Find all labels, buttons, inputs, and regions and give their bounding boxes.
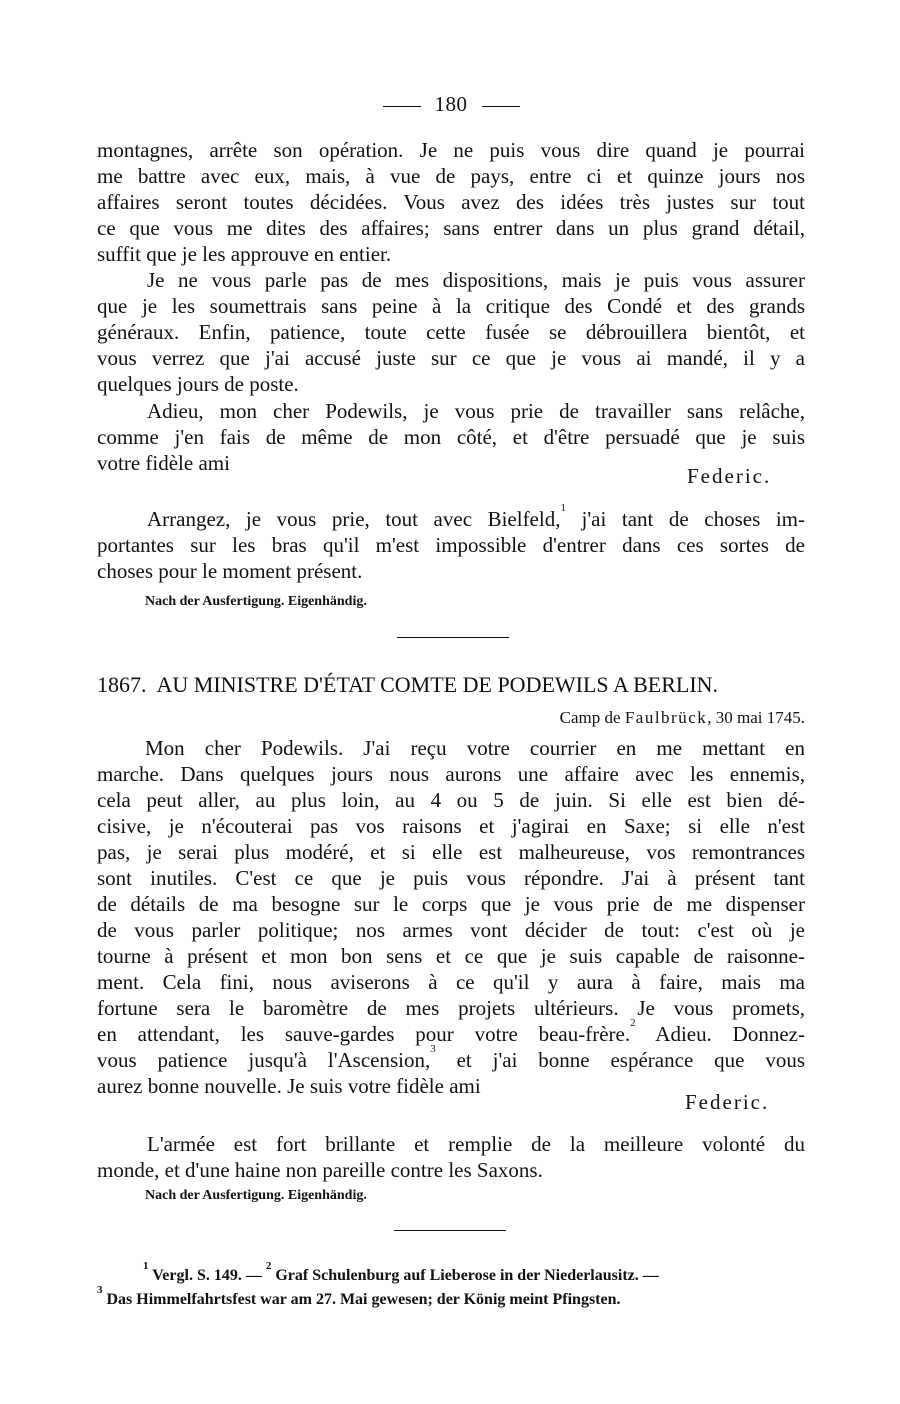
place-date-text: , 30 mai 1745.	[707, 708, 805, 727]
footnote-ref: 2	[630, 1017, 636, 1029]
text-line: comme j'en fais de même de mon côté, et d'être persuadé que je suis	[97, 425, 805, 449]
text-line: cisive, je n'écouterai pas vos raisons et j'agirai en Saxe; si elle n'est	[97, 814, 805, 838]
footnote-divider	[394, 1230, 506, 1231]
text-line: me battre avec eux, mais, à vue de pays, entre ci et quinze jours nos	[97, 164, 805, 188]
place-prefix: Camp de	[559, 708, 625, 727]
text-line: aurez bonne nouvelle. Je suis votre fidèle ami	[97, 1074, 481, 1098]
place-date	[560, 708, 805, 728]
source-note: Nach der Ausfertigung. Eigenhändig.	[145, 594, 367, 609]
footnote-mark: 2	[265, 1260, 272, 1272]
postscript	[97, 1131, 805, 1183]
text-line: vous verrez que j'ai accusé juste sur ce que je vous ai mandé, il y a	[97, 346, 805, 370]
text-line: de vous parler politique; nos armes vont décider de tout: c'est où je	[97, 918, 805, 942]
text-line: montagnes, arrête son opération. Je ne puis vous dire quand je pourrai	[97, 138, 805, 162]
page-header	[97, 92, 805, 116]
text-line	[97, 502, 805, 532]
text-fragment: en attendant, les sauve-gardes pour votre beau-frère.	[97, 1022, 631, 1046]
text-line: monde, et d'une haine non pareille contre les Saxons.	[97, 1158, 543, 1182]
text-line: généraux. Enfin, patience, toute cette fusée se débrouillera bientôt, et	[97, 320, 805, 344]
text-fragment: vous patience jusqu'à l'Ascension,	[97, 1048, 431, 1072]
paragraph-continuation	[97, 137, 805, 267]
text-line: portantes sur les bras qu'il m'est impossible d'entrer dans ces sortes de	[97, 533, 805, 557]
signature: Federic.	[687, 464, 772, 488]
text-line: choses pour le moment présent.	[97, 559, 363, 583]
text-line: marche. Dans quelques jours nous aurons une affaire avec les ennemis,	[97, 762, 805, 786]
footnote-ref: 3	[430, 1043, 436, 1055]
text-line: ment. Cela fini, nous aviserons à ce qu'il y aura à faire, mais ma	[97, 970, 805, 994]
footnote-line	[97, 1260, 851, 1288]
letter-body	[97, 735, 805, 1099]
paragraph-dispositions	[97, 267, 805, 397]
text-line: que je les soumettrais sans peine à la critique des Condé et des grands	[97, 294, 805, 318]
text-fragment: Arrangez, je vous prie, tout avec Bielfeld,	[147, 507, 561, 531]
footnote-text: Graf Schulenburg auf Lieberose in der Niederlausitz. —	[271, 1267, 659, 1284]
footnote-ref: 1	[560, 502, 566, 514]
text-line: suffit que je les approuve en entier.	[97, 242, 392, 266]
letter-heading	[97, 672, 805, 698]
page-number: 180	[434, 91, 468, 116]
text-fragment: Adieu. Donnez-	[635, 1022, 805, 1046]
text-line: cela peut aller, au plus loin, au 4 ou 5 de juin. Si elle est bien dé-	[97, 788, 805, 812]
footnote-text: Vergl. S. 149. —	[148, 1267, 266, 1284]
text-line: L'armée est fort brillante et remplie de la meilleure volonté du	[147, 1132, 805, 1156]
text-line: Mon cher Podewils. J'ai reçu votre courrier en me mettant en	[145, 736, 805, 760]
postscript	[97, 502, 805, 584]
footnote-line	[97, 1284, 805, 1312]
text-line: affaires seront toutes décidées. Vous avez des idées très justes sur tout	[97, 190, 805, 214]
text-line: votre fidèle ami	[97, 451, 230, 475]
text-line: quelques jours de poste.	[97, 372, 299, 396]
footnote-mark: 3	[97, 1284, 103, 1296]
text-line: tourne à présent et mon bon sens et ce que je suis capable de raisonne-	[97, 944, 805, 968]
text-line: de détails de ma besogne sur le corps que je vous prie de me dispenser	[97, 892, 805, 916]
footnote-mark: 1	[143, 1260, 149, 1272]
section-divider	[397, 637, 509, 638]
text-line: Je ne vous parle pas de mes dispositions, mais je puis vous assurer	[147, 268, 805, 292]
text-fragment: et j'ai bonne espérance que vous	[435, 1048, 806, 1072]
text-line: pas, je serai plus modéré, et si elle est malheureuse, vos remontrances	[97, 840, 805, 864]
text-line: Adieu, mon cher Podewils, je vous prie de travailler sans relâche,	[147, 399, 805, 423]
header-dash-left	[383, 106, 421, 107]
place-name: Faulbrück	[624, 708, 708, 727]
text-line: ce que vous me dites des affaires; sans entrer dans un plus grand détail,	[97, 216, 805, 240]
letter-title: AU MINISTRE D'ÉTAT COMTE DE PODEWILS A BERLIN.	[156, 672, 719, 697]
source-note: Nach der Ausfertigung. Eigenhändig.	[145, 1188, 367, 1203]
header-dash-right	[482, 106, 520, 107]
letter-number: 1867.	[97, 672, 147, 697]
text-line: fortune sera le baromètre de mes projets ultérieurs. Je vous promets,	[97, 996, 805, 1020]
text-fragment: j'ai tant de choses im-	[565, 507, 805, 531]
text-line	[97, 1017, 805, 1047]
text-line	[97, 1043, 806, 1073]
signature: Federic.	[685, 1090, 770, 1114]
footnote-text: Das Himmelfahrtsfest war am 27. Mai gewesen; der König meint Pfingsten.	[102, 1291, 621, 1308]
text-line: sont inutiles. C'est ce que je puis vous répondre. J'ai à présent tant	[97, 866, 805, 890]
